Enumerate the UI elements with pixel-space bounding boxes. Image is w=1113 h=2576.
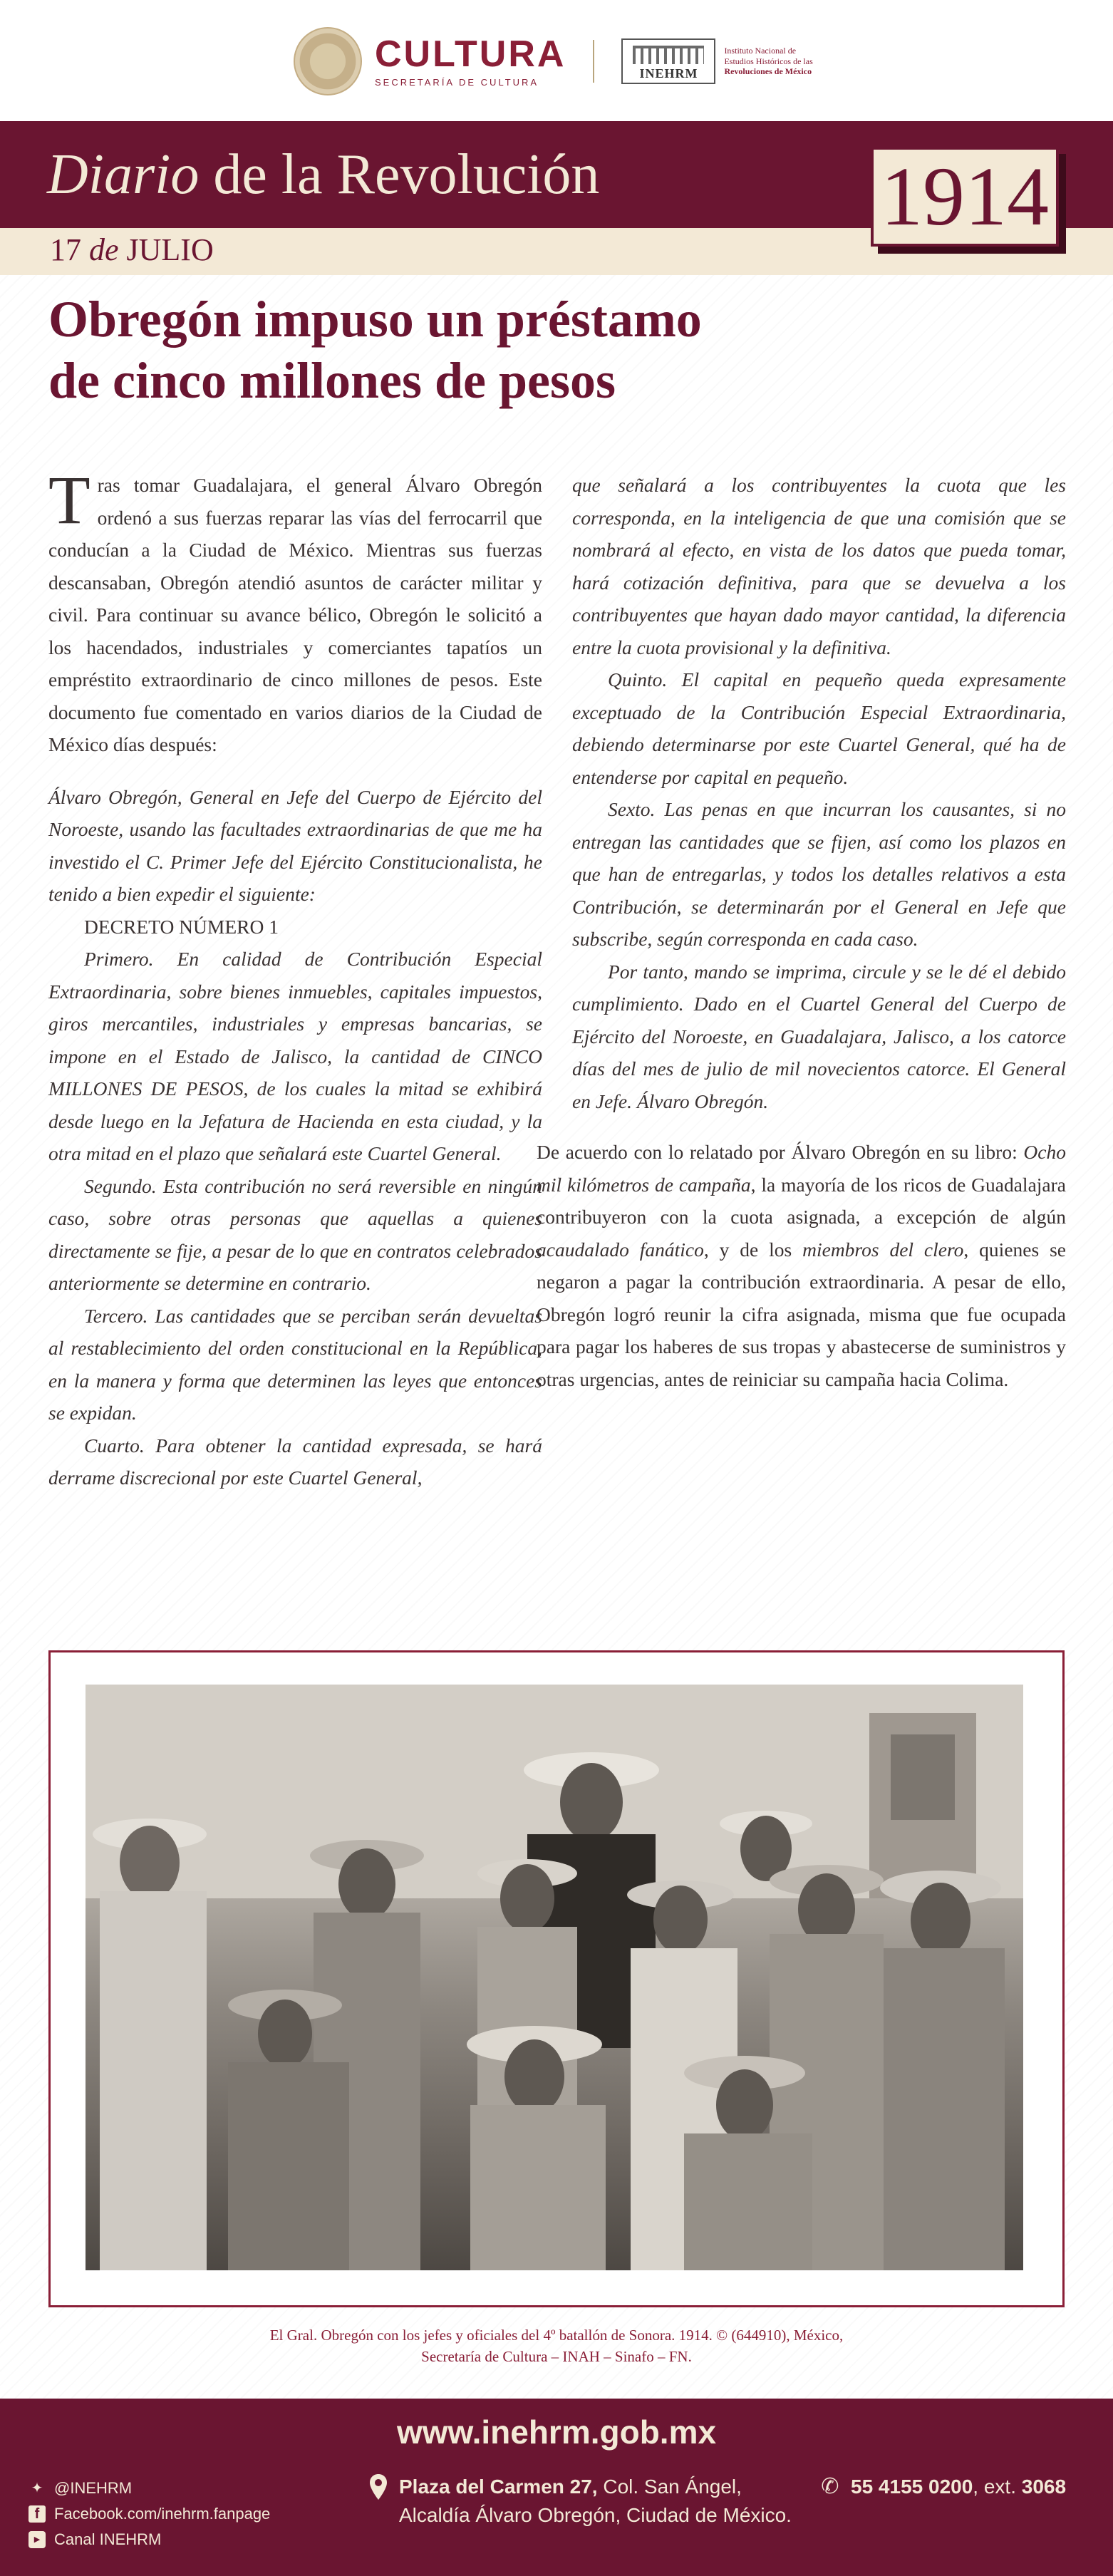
closing-text-3: , y de los — [703, 1238, 803, 1261]
logo-divider — [593, 40, 594, 83]
decree-article-tercero: Tercero. Las cantidades que se perciban serán devueltas al restablecimiento del orden constitucional en la República, en la manera y forma que determinen las leyes que entonces se expidan. — [48, 1304, 542, 1424]
decree-article-segundo: Segundo. Esta contribución no será reversible en ningún caso, sobre otras personas que aquellas a quienes directamente se fije, a pesar de lo que en contratos celebrados anteriormente se determine en contrario. — [48, 1174, 542, 1294]
address-city: Alcaldía Álvaro Obregón, Ciudad de México. — [399, 2504, 792, 2526]
facebook-icon: f — [29, 2505, 46, 2523]
cultura-logo — [375, 33, 566, 88]
youtube-icon: ▶ — [29, 2531, 46, 2548]
address-text — [399, 2473, 792, 2530]
inehrm-name-line3: Revoluciones de México — [724, 66, 812, 77]
decree-article-primero: Primero. En calidad de Contribución Especial Extraordinaria, sobre bienes inmuebles, capitales impuestos, giros mercantiles, industriales y empresas bancarias, se impone en el Estado de Jalisco, la cantidad de CINCO MILLONES DE PESOS, de los cuales la mitad se exhibirá desde luego en la Jefatura de Hacienda en esta ciudad, y la otra mitad en el plazo que señalará este Cuartel General. — [48, 948, 542, 1164]
date-de: de — [81, 232, 127, 267]
inehrm-name-line2: Estudios Históricos de las — [724, 56, 813, 66]
article-date — [50, 234, 214, 266]
footer — [0, 2399, 1113, 2576]
youtube-link[interactable] — [29, 2527, 270, 2552]
intro-text: ras tomar Guadalajara, el general Álvaro Obregón ordenó a sus fuerzas reparar las vías del ferrocarril que conducían a la Ciudad de México. Mientras sus fuerzas descansaban, Obregón atendió asuntos de carácter militar y civil. Para continuar su avance bélico, Obregón le solicitó a los hacendados, industriales y comerciantes tapatíos un empréstito extraordinario de cinco millones de pesos. Este documento fue comentado en varios diarios de la Ciudad de México días después: — [48, 474, 542, 755]
headline-line1: Obregón impuso un préstamo — [48, 291, 702, 348]
website-link[interactable]: www.inehrm.gob.mx — [396, 2414, 717, 2451]
article-column-right — [537, 469, 1066, 1395]
inehrm-full-name — [724, 46, 812, 76]
cultura-wordmark: CULTURA — [375, 33, 566, 75]
drop-cap: T — [48, 462, 90, 538]
phone-ext-label: , ext. — [973, 2476, 1022, 2498]
top-logo-bar — [0, 0, 1113, 121]
closing-text-1: De acuerdo con lo relatado por Álvaro Obregón en su libro: — [537, 1141, 1024, 1163]
facebook-link[interactable] — [29, 2501, 270, 2527]
year-badge: 1914 — [871, 147, 1059, 247]
social-links — [29, 2476, 270, 2552]
inehrm-name-line1: Instituto Nacional de — [724, 46, 797, 56]
inehrm-acronym: INEHRM — [639, 66, 698, 81]
closing-text-4: , quienes se negaron a pagar la contribución extraordinaria. A pesar de ello, Obregón logró reunir la cifra asignada, misma que fue ocupada para pagar los haberes de sus tropas y abastecerse de suministros y otras urgencias, antes de reiniciar su campaña hacia Colima. — [537, 1238, 1066, 1390]
decree-title — [48, 911, 542, 943]
closing-emphasis-2: miembros del clero — [802, 1238, 964, 1261]
intro-paragraph — [48, 462, 542, 761]
inehrm-building-icon — [621, 38, 715, 84]
closing-text-2: , la mayoría de los ricos de Guadalajara contribuyeron con la cuota asignada, a excepción de algún — [537, 1173, 1066, 1228]
caption-line2: Secretaría de Cultura – INAH – Sinafo – FN. — [421, 2348, 692, 2365]
decree-article-cuarto-cont: que señalará a los contribuyentes la cuota que les corresponda, en la inteligencia de que una comisión que se nombrará al efecto, en vista de los datos que pueda tomar, hará cotización definitiva, para que se devuelva a los contribuyentes que hayan dado mayor cantidad, la diferencia entre la cuota provisional y la definitiva. — [572, 474, 1066, 658]
photo-caption — [107, 2324, 1006, 2367]
series-title — [47, 143, 600, 206]
phone-icon: ✆ — [821, 2475, 839, 2498]
facebook-url: Facebook.com/inehrm.fanpage — [54, 2505, 271, 2523]
twitter-link[interactable] — [29, 2476, 270, 2501]
phone-number — [851, 2473, 1066, 2501]
phone-block[interactable] — [818, 2473, 1066, 2501]
phone-main: 55 4155 0200 — [851, 2476, 973, 2498]
decree-closing: Por tanto, mando se imprima, circule y se le dé el debido cumplimiento. Dado en el Cuartel General del Cuerpo de Ejército del Noroeste, en Guadalajara, Jalisco, a los catorce días del mes de julio de mil novecientos catorce. El General en Jefe. Álvaro Obregón. — [572, 960, 1066, 1112]
mexico-seal-icon — [294, 27, 362, 95]
secretaria-wordmark: SECRETARÍA DE CULTURA — [375, 76, 539, 88]
article-headline — [48, 289, 832, 412]
phone-ext: 3068 — [1021, 2476, 1067, 2498]
institution-logos — [294, 27, 813, 95]
closing-paragraph — [537, 1136, 1066, 1395]
decree-article-sexto: Sexto. Las penas en que incurran los causantes, si no entregan las cantidades que se fijen, así como los plazos en que han de entregarlas, y todos los detalles relativos a esta Contribución, se determinarán por el General en Jefe que subscribe, según corresponda en cada caso. — [572, 798, 1066, 950]
series-title-italic: Diario — [47, 143, 200, 206]
address-block — [368, 2473, 792, 2530]
decree-article-cuarto: Cuarto. Para obtener la cantidad expresada, se hará derrame discrecional por este Cuartel General, — [48, 1434, 542, 1489]
headline-line2: de cinco millones de pesos — [48, 352, 616, 410]
decree-article-quinto: Quinto. El capital en pequeño queda expresamente exceptuado de la Contribución Especial Extraordinaria, debiendo determinarse por este Cuartel General, qué ha de entenderse por capital en pequeño. — [572, 668, 1066, 788]
address-colonia: Col. San Ángel, — [597, 2476, 742, 2498]
historical-photo — [86, 1685, 1023, 2270]
date-day: 17 — [50, 232, 81, 267]
series-title-rest: de la Revolución — [199, 143, 600, 206]
caption-line1: El Gral. Obregón con los jefes y oficiales del 4º batallón de Sonora. 1914. © (644910), México, — [269, 2327, 844, 2344]
group-portrait-image — [86, 1685, 1023, 2270]
inehrm-logo — [621, 38, 812, 84]
location-pin-icon — [368, 2473, 389, 2501]
twitter-icon: ✦ — [31, 2481, 43, 2496]
address-street: Plaza del Carmen 27, — [399, 2476, 598, 2498]
decree-preamble: Álvaro Obregón, General en Jefe del Cuerpo de Ejército del Noroeste, usando las facultades extraordinarias de que me ha investido el C. Primer Jefe del Ejército Constitucionalista, he tenido a bien expedir el siguiente: — [48, 785, 542, 905]
date-month: JULIO — [126, 232, 214, 267]
twitter-handle: @INEHRM — [54, 2479, 133, 2497]
article-column-left — [48, 462, 542, 1494]
youtube-channel: Canal INEHRM — [54, 2530, 162, 2548]
decree-title-text: DECRETO NÚMERO 1 — [84, 915, 279, 938]
closing-emphasis-1: acaudalado fanático — [537, 1238, 704, 1261]
book-title: Ocho mil kilómetros de campaña — [537, 1141, 1066, 1196]
